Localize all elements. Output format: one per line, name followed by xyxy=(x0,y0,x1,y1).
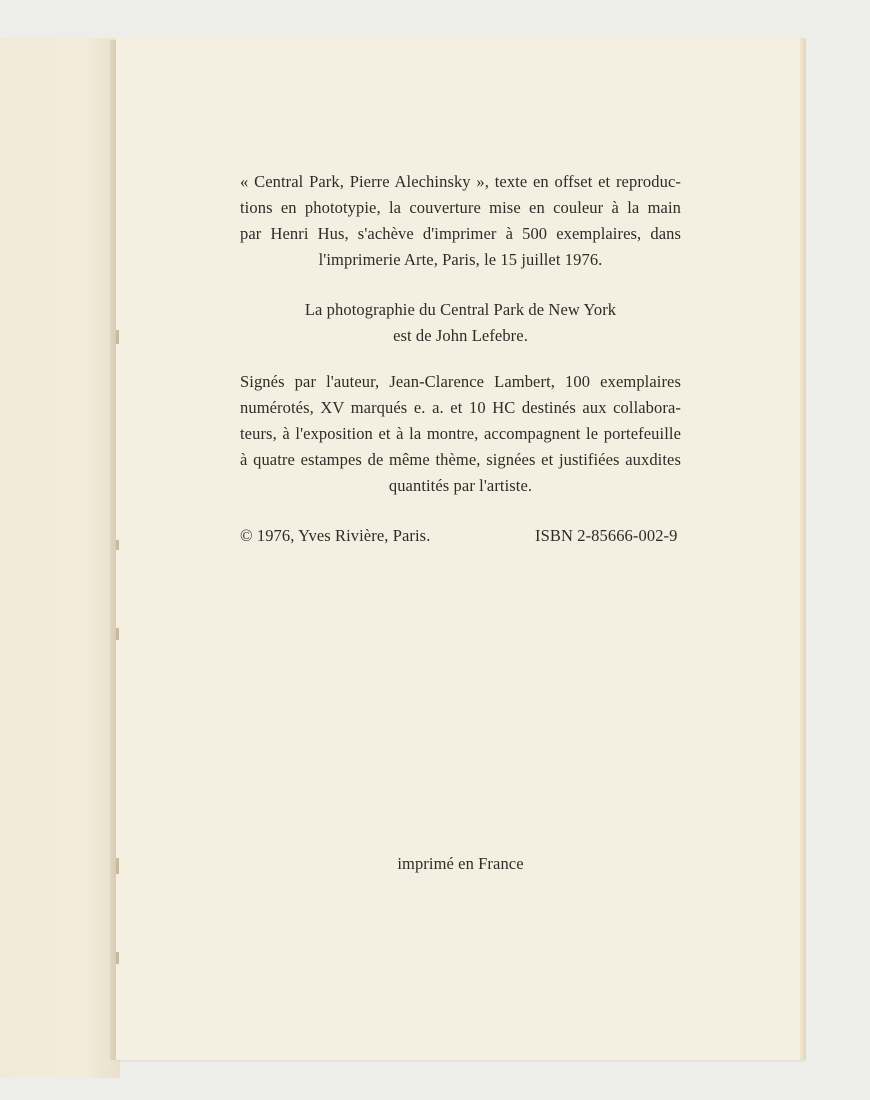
photo-credit-line: est de John Lefebre. xyxy=(393,326,528,345)
binding-stitch xyxy=(116,858,119,874)
printed-in-france: imprimé en France xyxy=(397,854,524,873)
page-edge xyxy=(800,38,806,1060)
binding-stitch xyxy=(116,540,119,550)
edition-line: à quatre estampes de même thème, signées et justifiées auxdites xyxy=(240,450,681,469)
colophon-line: par Henri Hus, s'achève d'imprimer à 500 exemplaires, dans xyxy=(240,224,681,243)
photo-credit-line: La photographie du Central Park de New York xyxy=(304,300,617,319)
edition-line: teurs, à l'exposition et à la montre, accompagnent le portefeuille xyxy=(240,424,681,443)
colophon-line: l'imprimerie Arte, Paris, le 15 juillet 1976. xyxy=(318,250,603,269)
binding-stitch xyxy=(116,330,119,344)
binding-stitch xyxy=(116,952,119,964)
copyright-notice: © 1976, Yves Rivière, Paris. xyxy=(240,526,431,545)
isbn-number: ISBN 2-85666-002-9 xyxy=(535,526,678,545)
edition-line: quantités par l'artiste. xyxy=(388,476,533,495)
binding-stitch xyxy=(116,628,119,640)
edition-line: Signés par l'auteur, Jean-Clarence Lambert, 100 exemplaires xyxy=(240,372,681,391)
colophon-line: tions en phototypie, la couverture mise en couleur à la main xyxy=(240,198,681,217)
edition-line: numérotés, XV marqués e. a. et 10 HC destinés aux collabora- xyxy=(240,398,681,417)
colophon-line: « Central Park, Pierre Alechinsky », texte en offset et reproduc- xyxy=(240,172,681,191)
left-page xyxy=(0,38,120,1078)
